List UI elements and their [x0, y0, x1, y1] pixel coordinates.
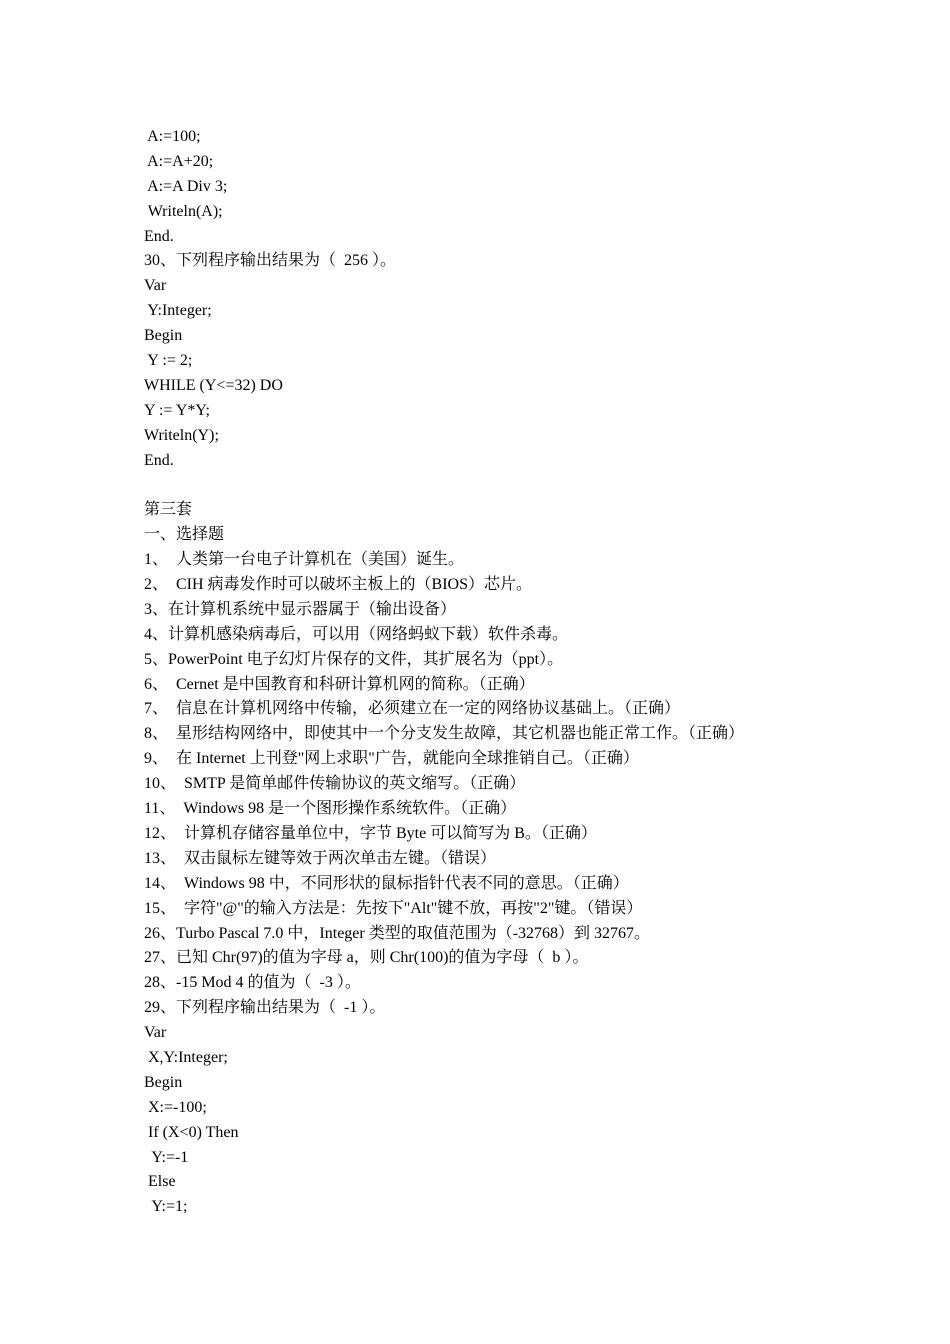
- code-line: Y:Integer;: [144, 302, 212, 320]
- question-line: 10、 SMTP 是简单邮件传输协议的英文缩写。（正确）: [144, 775, 526, 793]
- code-line: WHILE (Y<=32) DO: [144, 376, 283, 394]
- question-line: 15、 字符"@"的输入方法是：先按下"Alt"键不放，再按"2"键。（错误）: [144, 899, 643, 917]
- question-line: 14、 Windows 98 中，不同形状的鼠标指针代表不同的意思。（正确）: [144, 874, 629, 892]
- question-line: 5、PowerPoint 电子幻灯片保存的文件，其扩展名为（ppt）。: [144, 650, 564, 668]
- code-line: Begin: [144, 327, 183, 345]
- document-body: [144, 125, 924, 1220]
- question-line: 30、下列程序输出结果为（ 256 ）。: [144, 252, 397, 270]
- code-line: Begin: [144, 1073, 183, 1091]
- question-line: 28、-15 Mod 4 的值为（ -3 ）。: [144, 974, 361, 992]
- question-line: 7、 信息在计算机网络中传输，必须建立在一定的网络协议基础上。（正确）: [144, 700, 681, 718]
- code-line: Y:=-1: [144, 1148, 189, 1166]
- blank-line: [144, 473, 924, 498]
- code-line: Var: [144, 277, 167, 295]
- question-line: 27、已知 Chr(97)的值为字母 a，则 Chr(100)的值为字母（ b ）。: [144, 949, 589, 967]
- code-line: Y := Y*Y;: [144, 401, 210, 419]
- question-line: 2、 CIH 病毒发作时可以破坏主板上的（BIOS）芯片。: [144, 576, 533, 594]
- question-line: 1、 人类第一台电子计算机在（美国）诞生。: [144, 551, 465, 569]
- section-title: 第三套: [144, 501, 193, 519]
- code-line: Var: [144, 1024, 167, 1042]
- question-line: 8、 星形结构网络中，即使其中一个分支发生故障，其它机器也能正常工作。（正确）: [144, 725, 745, 743]
- code-line: End.: [144, 227, 174, 245]
- question-line: 9、 在 Internet 上刊登"网上求职"广告，就能向全球推销自己。（正确）: [144, 750, 639, 768]
- code-line: Else: [144, 1173, 176, 1191]
- code-line: A:=A Div 3;: [144, 177, 228, 195]
- code-line: Y := 2;: [144, 352, 193, 370]
- code-line: Writeln(A);: [144, 202, 223, 220]
- code-line: Y:=1;: [144, 1198, 188, 1216]
- question-line: 13、 双击鼠标左键等效于两次单击左键。（错误）: [144, 849, 497, 867]
- question-line: 12、 计算机存储容量单位中，字节 Byte 可以简写为 B。（正确）: [144, 824, 597, 842]
- section-subtitle: 一、选择题: [144, 526, 225, 544]
- code-line: A:=100;: [144, 128, 201, 145]
- code-line: A:=A+20;: [144, 152, 214, 170]
- code-line: X,Y:Integer;: [144, 1048, 228, 1066]
- code-line: End.: [144, 451, 174, 469]
- question-line: 29、下列程序输出结果为（ -1 ）。: [144, 999, 386, 1017]
- question-line: 11、 Windows 98 是一个图形操作系统软件。（正确）: [144, 800, 517, 818]
- code-line: X:=-100;: [144, 1098, 207, 1116]
- question-line: 4、计算机感染病毒后，可以用（网络蚂蚁下载）软件杀毒。: [144, 625, 569, 643]
- question-line: 3、在计算机系统中显示器属于（输出设备）: [144, 600, 457, 618]
- code-line: Writeln(Y);: [144, 426, 219, 444]
- question-line: 26、Turbo Pascal 7.0 中，Integer 类型的取值范围为（-32768）到 32767。: [144, 924, 651, 942]
- question-line: 6、 Cernet 是中国教育和科研计算机网的简称。（正确）: [144, 675, 535, 693]
- code-line: If (X<0) Then: [144, 1123, 239, 1141]
